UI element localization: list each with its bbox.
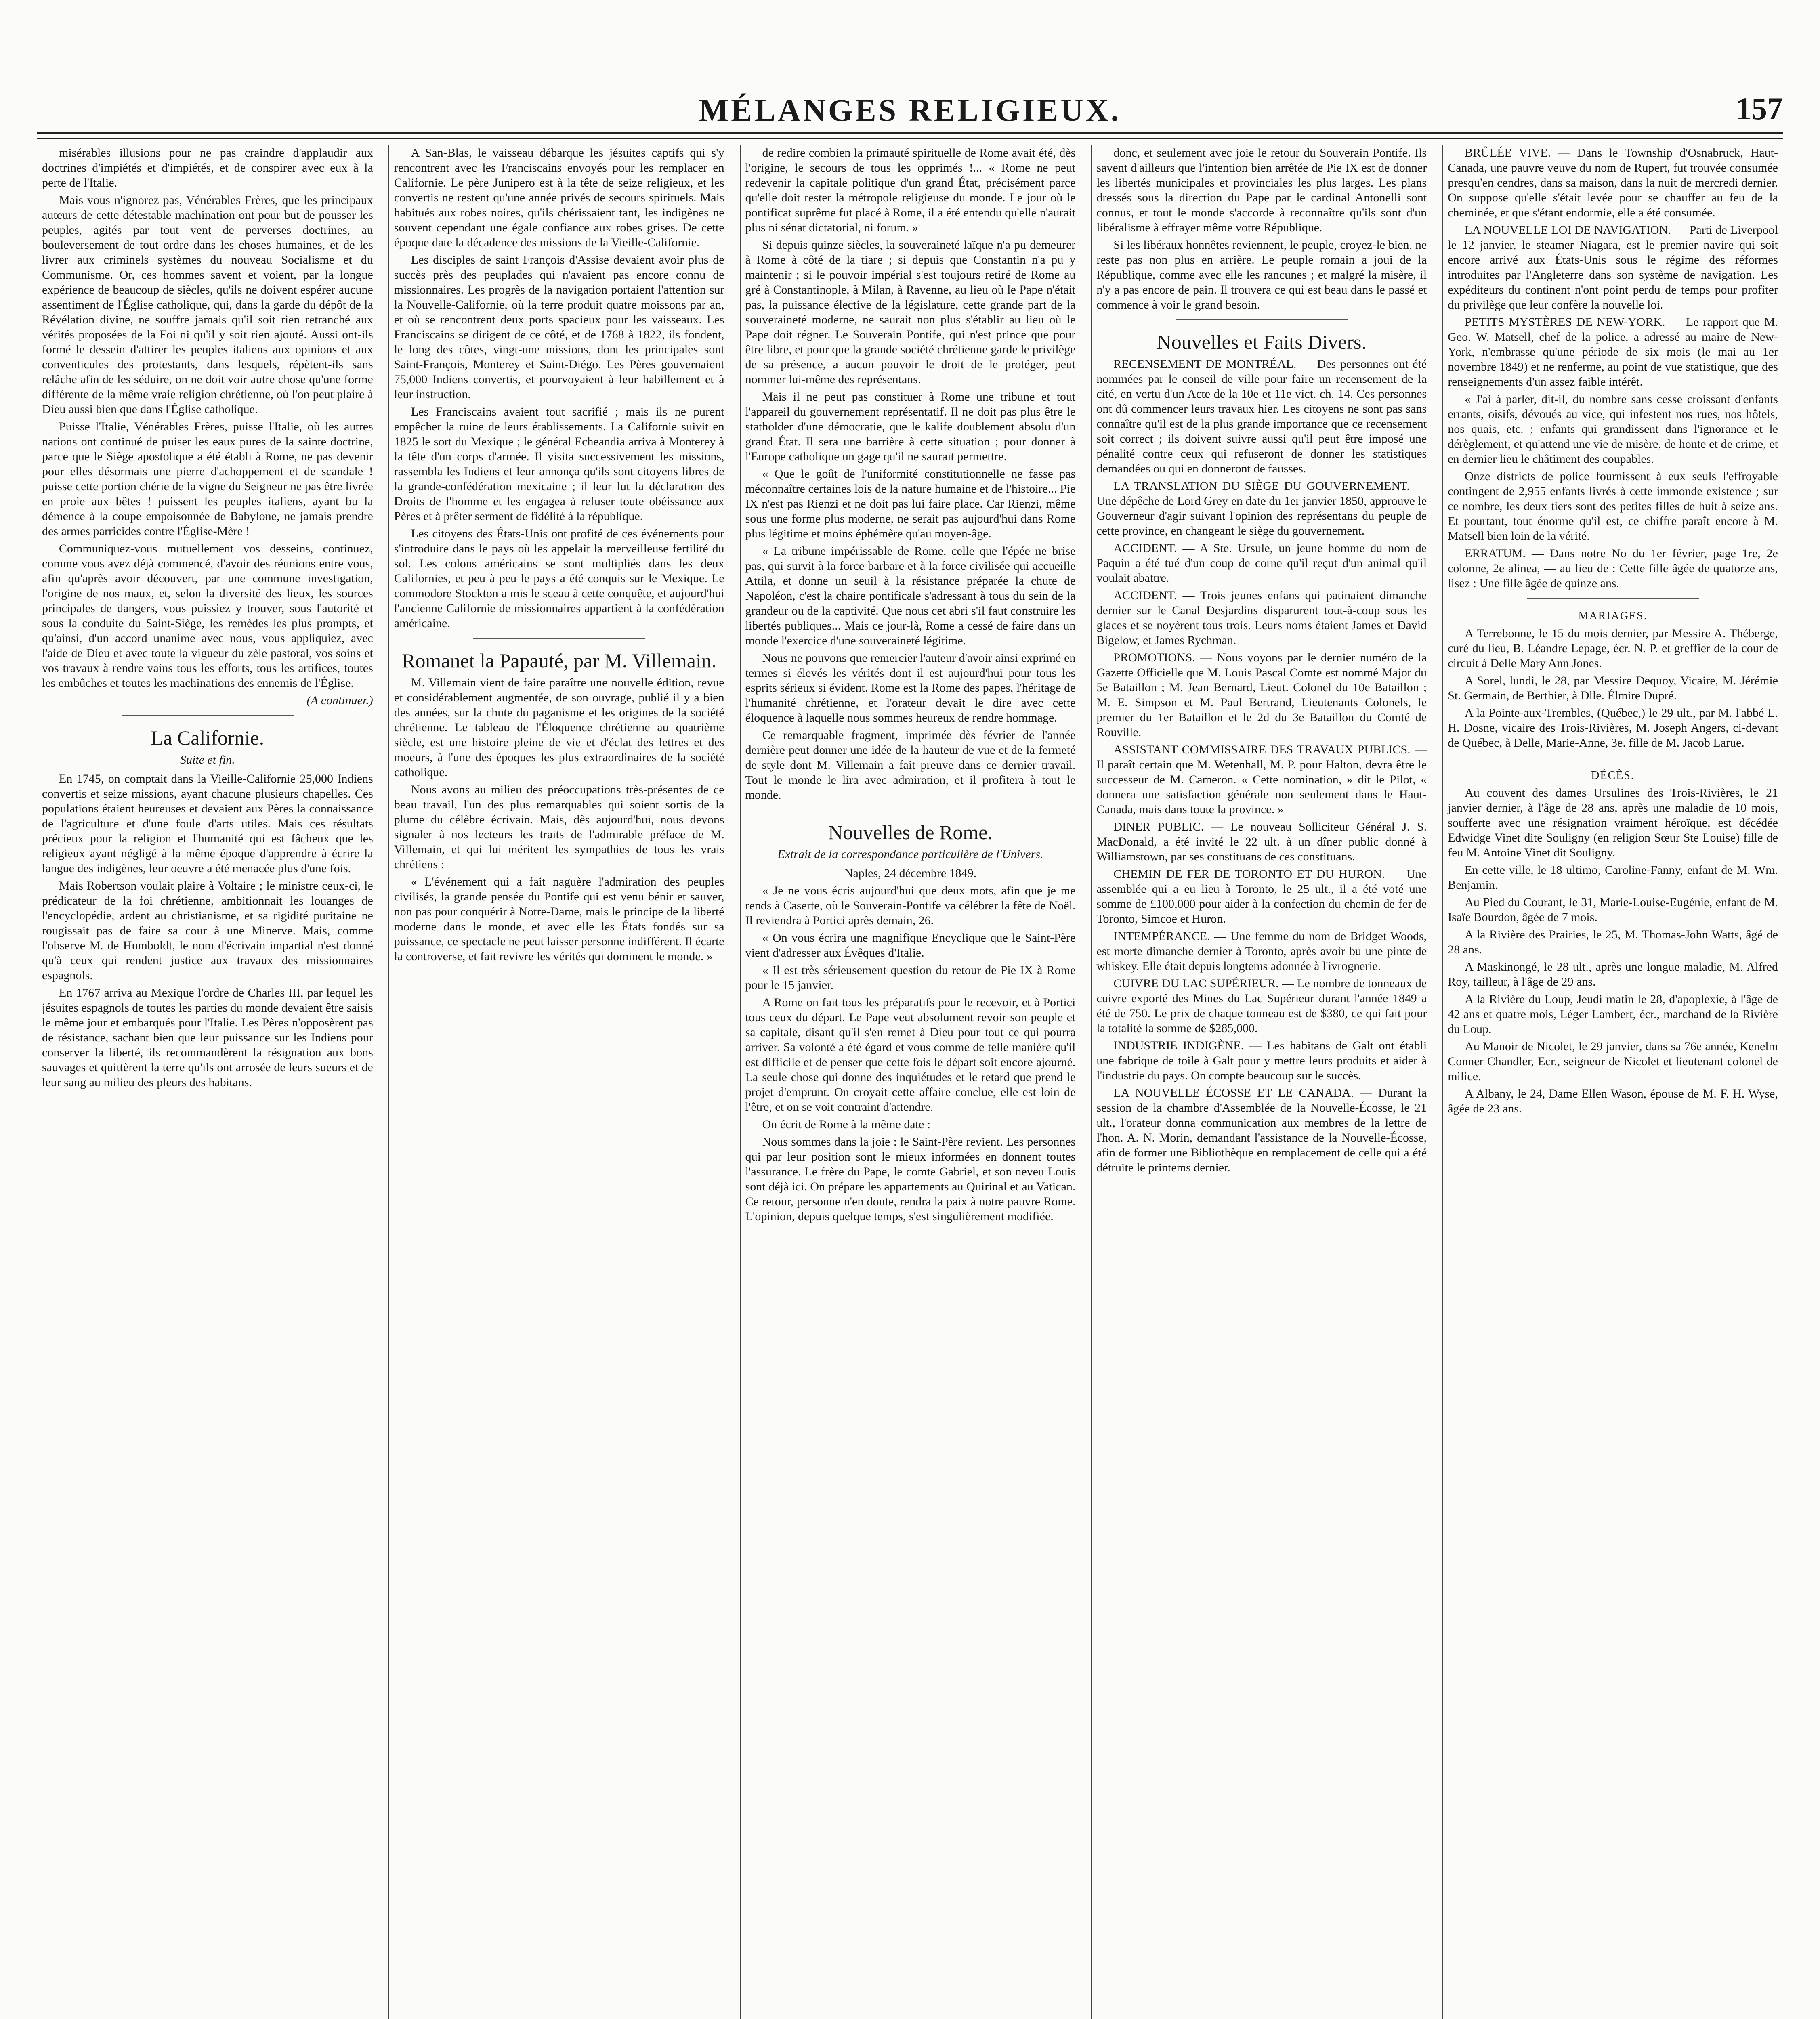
column-2 xyxy=(388,145,729,2019)
paragraph: LA NOUVELLE ÉCOSSE ET LE CANADA. — Durant la session de la chambre d'Assemblée de la Nouvelle-Écosse, le 21 ult., l'orateur donna communication aux membres de la lettre de l'hon. A. N. Morin, demandant l'assistance de la Nouvelle-Écosse, afin de former une Bibliothèque en remplacement de celle qui a été détruite le printems dernier. xyxy=(1096,1086,1427,1174)
paragraph: Onze districts de police fournissent à eux seuls l'effroyable contingent de 2,955 enfants livrés à cette immonde existence ; sur ce nombre, les deux tiers sont des petites filles de huit à seize ans. Et pourtant, tout énorme qu'il est, ce chiffre paraît encore à M. Matsell bien loin de la vérité. xyxy=(1448,470,1778,543)
paragraph: BRÛLÉE VIVE. — Dans le Township d'Osnabruck, Haut-Canada, une pauvre veuve du nom de Rupert, fut trouvée consumée presqu'en cendres, dans sa maison, dans la nuit de mercredi dernier. On suppose qu'elle s'était levée pour se chauffer au feu de la cheminée, et que s'étant endormie, elle a été consumée. xyxy=(1448,146,1778,219)
paragraph: A la Pointe-aux-Trembles, (Québec,) le 29 ult., par M. l'abbé L. H. Dosne, vicaire des Trois-Rivières, M. Joseph Angers, ci-devant de Québec, à Delle, Marie-Anne, 3e. fille de M. Jacob Larue. xyxy=(1448,706,1778,749)
paragraph: M. Villemain vient de faire paraître une nouvelle édition, revue et considérablement augmentée, de son ouvrage, publié il y a bien des années, sur la chute du paganisme et les origines de la société chrétienne. Le tableau de l'Éloquence chrétienne au quatrième siècle, est une histoire pleine de vie et d'éclat des lettres et des moeurs, à l'une des époques les plus extraordinaires de la société catholique. xyxy=(394,676,724,779)
paragraph: ERRATUM. — Dans notre No du 1er février, page 1re, 2e colonne, 2e alinea, — au lieu de : Cette fille âgée de quatorze ans, lisez : Une fille âgée de quinze ans. xyxy=(1448,547,1778,590)
paragraph: A Albany, le 24, Dame Ellen Wason, épouse de M. F. H. Wyse, âgée de 23 ans. xyxy=(1448,1087,1778,1115)
paragraph: donc, et seulement avec joie le retour du Souverain Pontife. Ils savent d'ailleurs que l'intention bien arrêtée de Pie IX est de donner les libertés municipales et provinciales les plus larges. Les plans dressés sous la direction du Pape par le cardinal Antonelli sont connus, et tout le monde s'accorde à reconnaître qu'ils sont d'un libéralisme à effrayer même votre République. xyxy=(1096,146,1427,234)
divider xyxy=(122,715,294,716)
paragraph: A Terrebonne, le 15 du mois dernier, par Messire A. Théberge, curé du lieu, B. Léandre Lepage, écr. N. P. et greffier de la cour de circuit à Delle Mary Ann Jones. xyxy=(1448,627,1778,670)
paragraph: En cette ville, le 18 ultimo, Caroline-Fanny, enfant de M. Wm. Benjamin. xyxy=(1448,863,1778,892)
paragraph: « L'événement qui a fait naguère l'admiration des peuples civilisés, la grande pensée du Pontife qui est venu bénir et sauver, non pas pour conquérir à Notre-Dame, mais le principe de la liberté moderne dans le monde, et avec elle les États fondés sur sa puissance, ce spectacle ne peut laisser personne indifférent. Il écarte la controverse, et fait revivre les vérités qui dominent le monde. » xyxy=(394,875,724,963)
section-title-californie: La Californie. xyxy=(151,726,264,749)
paragraph: ASSISTANT COMMISSAIRE DES TRAVAUX PUBLICS. — Il paraît certain que M. Wetenhall, M. P. pour Halton, devra être le successeur de M. Cameron. « Cette nomination, » dit le Pilot, « donnera une satisfaction générale non seulement dans le Haut-Canada, mais dans toute la province. » xyxy=(1096,743,1427,816)
section-subtitle: Suite et fin. xyxy=(180,753,235,766)
paragraph: En 1767 arriva au Mexique l'ordre de Charles III, par lequel les jésuites espagnols de toutes les parties du monde devaient être saisis le même jour et embarqués pour l'Italie. Les Pères n'opposèrent pas de résistance, sachant bien que leur puissance sur les Indiens pour conserver la liberté, ils recommandèrent la résignation aux bons sauvages et quittèrent la terre qu'ils ont arrosée de leurs sueurs et de leur sang au milieu des pleurs des habitans. xyxy=(42,986,373,1089)
paragraph: Au Pied du Courant, le 31, Marie-Louise-Eugénie, enfant de M. Isaïe Bourdon, âgée de 7 mois. xyxy=(1448,896,1778,924)
section-title-villemain: Romanet la Papauté, par M. Villemain. xyxy=(402,649,717,672)
paragraph: En 1745, on comptait dans la Vieille-Californie 25,000 Indiens convertis et seize missions, ayant chacune plusieurs chapelles. Ces populations étaient heureuses et devaient aux Pères la connaissance de l'agriculture et d'une foule d'arts utiles. Mais ces résultats précieux pour la religion et l'humanité qui est fâcheux que les religieux ayant négligé à la même époque d'apprendre à écrire la langue des indigènes, leur oeuvre a été menacée plus d'une fois. xyxy=(42,772,373,875)
paragraph: A Rome on fait tous les préparatifs pour le recevoir, et à Portici tous ceux du départ. Le Pape veut absolument revoir son peuple et sa capitale, disant qu'il s'en remet à Dieu pour tout ce qui pourra arriver. Sa volonté a été égard et vous comme de telle manière qu'il est difficile et de penser que cette fois le départ soit encore ajourné. La seule chose qui donne des inquiétudes et le retard que prend le projet d'emprunt. On croyait cette affaire conclue, elle est loin de l'être, et on se voit contraint d'attendre. xyxy=(745,996,1076,1114)
continuation-note: (A continuer.) xyxy=(306,694,373,707)
heading-marriages: MARIAGES. xyxy=(1578,610,1648,622)
masthead-title: MÉLANGES RELIGIEUX. xyxy=(699,92,1121,128)
page-number: 157 xyxy=(1736,91,1783,126)
paragraph: Si depuis quinze siècles, la souveraineté laïque n'a pu demeurer à Rome à côté de la tiare ; si depuis que Constantin n'a pu y maintenir ; si le pouvoir impérial s'est toujours retiré de Rome au gré à Constantinople, à Milan, à Ravenne, au lieu où le Pape n'était pas, la puissance élective de la législature, cette grande part de la souveraineté moderne, ne saurait non plus s'établir au lieu où le Pape doit régner. Le Souverain Pontife, qui n'est prince que pour être libre, et pour que la grande société chrétienne garde le privilège de sa présence, a aucun pouvoir le droit de le protéger, peut nommer lui-même des représentans. xyxy=(745,238,1076,386)
column-5 xyxy=(1442,145,1783,2019)
paragraph: « On vous écrira une magnifique Encyclique que le Saint-Père vient d'adresser aux Évêques d'Italie. xyxy=(745,931,1076,959)
paragraph: « Que le goût de l'uniformité constitutionnelle ne fasse pas méconnaître certaines lois de la nature humaine et de l'histoire... Pie IX n'est pas Rienzi et ne doit pas lui faire place. Car Rienzi, même sous une forme plus moderne, ne serait pas aujourd'hui dans Rome plus légitime et moins éphémère qu'au moyen-âge. xyxy=(745,467,1076,540)
paragraph: A la Rivière des Prairies, le 25, M. Thomas-John Watts, âgé de 28 ans. xyxy=(1448,928,1778,956)
paragraph: RECENSEMENT DE MONTRÉAL. — Des personnes ont été nommées par le conseil de ville pour faire un recensement de la cité, en vertu d'un Acte de la 10e et 11e vict. ch. 14. Ces personnes ont dû commencer leurs travaux hier. Les citoyens ne sont pas sans connaître qu'il est de la plus grande importance que ce recensement soit correct ; ils doivent suivre aussi qu'il peut être imposé une pénalité contre ceux qui refuseront de donner les statistiques demandées ou qui en donneront de fausses. xyxy=(1096,357,1427,475)
paragraph: Ce remarquable fragment, imprimée dès février de l'année dernière peut donner une idée de la hauteur de vue et de la fermeté de style dont M. Villemain a fait preuve dans ce dernier travail. Tout le monde le lira avec admiration, et il profitera à tout le monde. xyxy=(745,728,1076,802)
paragraph: « Il est très sérieusement question du retour de Pie IX à Rome pour le 15 janvier. xyxy=(745,963,1076,992)
section-subtitle: Extrait de la correspondance particulière de l'Univers. xyxy=(777,848,1043,861)
paragraph: INDUSTRIE INDIGÈNE. — Les habitans de Galt ont établi une fabrique de toile à Galt pour y mettre leurs produits et aider à l'industrie du pays. On compte beaucoup sur le succès. xyxy=(1096,1039,1427,1082)
masthead-rule xyxy=(37,132,1783,139)
divider xyxy=(1176,319,1348,320)
masthead xyxy=(37,85,1783,137)
paragraph: CHEMIN DE FER DE TORONTO ET DU HURON. — Une assemblée qui a eu lieu à Toronto, le 25 ult., il a été voté une somme de £100,000 pour aider à la confection du chemin de fer de Toronto, Simcoe et Huron. xyxy=(1096,867,1427,926)
section-title-faits-divers: Nouvelles et Faits Divers. xyxy=(1157,331,1367,353)
paragraph: CUIVRE DU LAC SUPÉRIEUR. — Le nombre de tonneaux de cuivre exporté des Mines du Lac Supérieur durant l'année 1849 a été de 750. Le prix de chaque tonneau est de $380, ce qui fait pour la totalité la somme de $285,000. xyxy=(1096,977,1427,1035)
paragraph: Mais il ne peut pas constituer à Rome une tribune et tout l'appareil du gouvernement représentatif. Il ne doit pas plus être le statholder d'une démocratie, que le kalife doublement absolu d'un grand État. Il sera une barrière à cette situation ; pour donner à l'Europe catholique un gage qu'il ne saurait permettre. xyxy=(745,390,1076,463)
paragraph: « J'ai à parler, dit-il, du nombre sans cesse croissant d'enfants errants, oisifs, dévoués au vice, qui infestent nos rues, nos hôtels, nos quais, etc. ; enfants qui grandissent dans l'ignorance et le dérèglement, et qu'attend une vie de misère, de honte et de crime, et en dernier lieu le châtiment des coupables. xyxy=(1448,392,1778,466)
paragraph: LA TRANSLATION DU SIÈGE DU GOUVERNEMENT. — Une dépêche de Lord Grey en date du 1er janvier 1850, approuve le Gouverneur d'agir suivant l'opinion des représentans du peuple de cette province, en changeant le siège du gouvernement. xyxy=(1096,479,1427,537)
paragraph: de redire combien la primauté spirituelle de Rome avait été, dès l'origine, le secours de tous les opprimés !... « Rome ne peut redevenir la capitale politique d'un grand État, précisément parce qu'elle doit rester la métropole religieuse du monde. Le jour où le pontificat suprême fut placé à Rome, il a été entendu qu'elle n'aurait plus ni sénat dictatorial, ni forum. » xyxy=(745,146,1076,234)
paragraph: Les disciples de saint François d'Assise devaient avoir plus de succès près des peuplades qui n'avaient pas encore connu de missionnaires. Les progrès de la navigation portaient l'attention sur la Nouvelle-Californie, où la terre produit quatre moissons par an, et où se rencontrent deux ports spacieux pour les vaisseaux. Les Franciscains se dirigent de ce côté, et de 1768 à 1822, ils fondent, le long des côtes, vingt-une missions, dont les principales sont Saint-François, Monterey et Saint-Diégo. Les Pères gouvernaient 75,000 Indiens convertis, et pourvoyaient à leur habillement et à leur instruction. xyxy=(394,253,724,401)
paragraph: PETITS MYSTÈRES DE NEW-YORK. — Le rapport que M. Geo. W. Matsell, chef de la police, a adressé au maire de New-York, n'embrasse qu'une période de six mois (le mai au 1er novembre 1849) et ne renferme, au point de vue statistique, que des renseignements d'un assez faible intérêt. xyxy=(1448,315,1778,388)
paragraph: Puisse l'Italie, Vénérables Frères, puisse l'Italie, où les autres nations ont continué de puiser les eaux pures de la sainte doctrine, parce que le Siège apostolique a été établi à Rome, ne pas devenir pour elles désormais une pierre d'achoppement et de scandale ! puisse cette portion chérie de la vigne du Seigneur ne pas être livrée en proie aux bêtes ! puissent les peuples italiens, ayant bu la démence à la coupe empoisonnée de Babylone, ne jamais prendre des armes parricides contre l'Église-Mère ! xyxy=(42,420,373,538)
column-4 xyxy=(1091,145,1432,2019)
paragraph: Les citoyens des États-Unis ont profité de ces événements pour s'introduire dans le pays où les appelait la merveilleuse fertilité du sol. Les colons américains se sont multipliés dans les deux Californies, et peu à peu le pays a été conquis sur le Mexique. Le commodore Stockton a mis le sceau à cette conquête, et aujourd'hui l'ancienne Californie de missionnaires appartient à la confédération américaine. xyxy=(394,527,724,630)
column-1 xyxy=(37,145,378,2019)
paragraph: ACCIDENT. — A Ste. Ursule, un jeune homme du nom de Paquin a été tué d'un coup de corne qu'il reçut d'un animal qu'il voulait abattre. xyxy=(1096,541,1427,585)
paragraph: Mais vous n'ignorez pas, Vénérables Frères, que les principaux auteurs de cette détestable machination ont pour but de pousser les peuples, agités par tout vent de perverses doctrines, au bouleversement de tout ordre dans les choses humaines, et de les livrer aux criminels systèmes du nouveau Socialisme et du Communisme. Or, ces hommes savent et voient, par la longue expérience de beaucoup de siècles, qu'ils ne doivent espérer aucune assentiment de l'Église catholique, qui, dans la garde du dépôt de la Révélation divine, ne souffre jamais qu'il soit rien retranché aux vérités proposées de la Foi ni qu'il y soit rien ajouté. Aussi ont-ils formé le dessein d'attirer les peuples italiens aux opinions et aux conventicules des protestants, dans lesquels, répètent-ils sans relâche afin de les séduire, on ne doit voir autre chose qu'une forme différente de la même vraie religion chrétienne, où l'on peut plaire à Dieu aussi bien que dans l'Église catholique. xyxy=(42,193,373,416)
paragraph: Nous ne pouvons que remercier l'auteur d'avoir ainsi exprimé en termes si élevés les vérités dont il est aujourd'hui pour tous les esprits sérieux si évident. Rome est la Rome des papes, l'héritage de l'humanité chrétienne, et l'orateur devait le dire avec cette éloquence à laquelle nous sommes heureux de rendre hommage. xyxy=(745,651,1076,724)
paragraph: PROMOTIONS. — Nous voyons par le dernier numéro de la Gazette Officielle que M. Louis Pascal Comte est nommé Major du 5e Bataillon ; M. Jean Bernard, Lieut. Colonel du 10e Bataillon ; M. E. Simpson et M. Paul Bertrand, Lieutenants Colonels, le premier du 1er Bataillon et le 2d du 3e Bataillon du Comté de Rouville. xyxy=(1096,651,1427,739)
paragraph: Les Franciscains avaient tout sacrifié ; mais ils ne purent empêcher la ruine de leurs établissements. La Californie suivit en 1825 le sort du Mexique ; le général Echeandia arriva à Monterey à la tête d'un corps d'armée. Il visita successivement les missions, rassembla les Indiens et leur annonça qu'ils sont citoyens libres de la grande-confédération mexicaine ; il leur lut la déclaration des Droits de l'homme et les engagea à refuser toute obéissance aux Pères et à prêter serment de fidélité à la république. xyxy=(394,405,724,523)
paragraph: A la Rivière du Loup, Jeudi matin le 28, d'apoplexie, à l'âge de 42 ans et quatre mois, Léger Lambert, écr., marchand de la Rivière du Loup. xyxy=(1448,993,1778,1036)
paragraph: « La tribune impérissable de Rome, celle que l'épée ne brise pas, qui survit à la force barbare et à la force civilisée qui accueille Attila, et donne un seuil à la résistance préparée la chute de Napoléon, c'est la chaire pontificale s'adressant à tous du sein de la grandeur ou de la captivité. Que nous cet abri s'il faut construire les libertés publiques... Mais ce jour-là, Rome a cessé de faire dans un monde l'exercice d'une souveraineté légitime. xyxy=(745,544,1076,647)
paragraph: A Maskinongé, le 28 ult., après une longue maladie, M. Alfred Roy, tailleur, à l'âge de 29 ans. xyxy=(1448,960,1778,989)
column-3 xyxy=(740,145,1081,2019)
paragraph: Nous avons au milieu des préoccupations très-présentes de ce beau travail, l'un des plus remarquables qui soient sortis de la plume du célèbre écrivain. Mais, dès aujourd'hui, nous devons signaler à nos lecteurs les traits de l'admirable préface de M. Villemain, et qui lui méritent les sympathies de tous les vrais chrétiens : xyxy=(394,783,724,871)
dateline: Naples, 24 décembre 1849. xyxy=(844,867,977,880)
paragraph: Au Manoir de Nicolet, le 29 janvier, dans sa 76e année, Kenelm Conner Chandler, Ecr., seigneur de Nicolet et lieutenant colonel de milice. xyxy=(1448,1040,1778,1083)
paragraph: Nous sommes dans la joie : le Saint-Père revient. Les personnes qui par leur position sont le mieux informées en donnent toutes l'assurance. Le frère du Pape, le comte Gabriel, et son neveu Louis sont déjà ici. On prépare les appartements au Quirinal et au Vatican. Ce retour, personne n'en doute, rendra la paix à notre pauvre Rome. L'opinion, depuis quelque temps, s'est singulièrement modifiée. xyxy=(745,1135,1076,1223)
columns xyxy=(37,145,1783,2019)
paragraph: Communiquez-vous mutuellement vos desseins, continuez, comme vous avez déjà commencé, d'avoir des réunions entre vous, afin qu'après avoir découvert, par une commune investigation, l'origine de nos maux, et, selon la diversité des lieux, les sources principales de dangers, vous puissiez y trouver, sous l'autorité et sous la conduite du Saint-Siège, les remèdes les plus prompts, et qu'ainsi, d'un accord unanime avec nous, vous appliquiez, avec l'aide de Dieu et avec toute la vigueur du zèle pastoral, vos soins et vos travaux à rendre vains tous les efforts, tous les artifices, toutes les embûches et toutes les machinations des ennemis de l'Église. xyxy=(42,542,373,690)
paragraph: Mais Robertson voulait plaire à Voltaire ; le ministre ceux-ci, le prédicateur de la foi chrétienne, ambitionnait les louanges de l'encyclopédie, ardent au christianisme, et sa rigidité puritaine ne rougissait pas de faire sa cour à une Minerve. Mais, comme l'observe M. de Humboldt, le nom d'écrivain impartial n'est donné qu'à ceux qui rendent justice aux travaux des missionnaires espagnols. xyxy=(42,879,373,982)
paragraph: Au couvent des dames Ursulines des Trois-Rivières, le 21 janvier dernier, à l'âge de 28 ans, après une maladie de 10 mois, soufferte avec une résignation vraiment héroïque, est décédée Edwidge Vinet dite Souligny (en religion Sœur Ste Louise) fille de feu M. Antoine Vinet dit Souligny. xyxy=(1448,786,1778,859)
section-title-rome: Nouvelles de Rome. xyxy=(828,821,993,844)
paragraph: On écrit de Rome à la même date : xyxy=(762,1118,931,1131)
paragraph: « Je ne vous écris aujourd'hui que deux mots, afin que je me rends à Caserte, où le Souverain-Pontife va célébrer la fête de Noël. Il reviendra à Portici après demain, 26. xyxy=(745,884,1076,927)
paragraph: DINER PUBLIC. — Le nouveau Solliciteur Général J. S. MacDonald, a été invité le 22 ult. à un dîner public donné à Williamstown, par ses constituans de ces constituans. xyxy=(1096,820,1427,863)
heading-deaths: DÉCÈS. xyxy=(1591,769,1635,782)
divider xyxy=(1527,598,1698,599)
paragraph: ACCIDENT. — Trois jeunes enfans qui patinaient dimanche dernier sur le Canal Desjardins disparurent tout-à-coup sous les glaces et se noyèrent tous trois. Leurs noms étaient James et David Bigelow, et James Rychman. xyxy=(1096,589,1427,647)
paragraph: INTEMPÉRANCE. — Une femme du nom de Bridget Woods, est morte dimanche dernier à Toronto, après avoir bu une pinte de whiskey. Elle était depuis longtems adonnée à l'ivrognerie. xyxy=(1096,930,1427,973)
paragraph: A San-Blas, le vaisseau débarque les jésuites captifs qui s'y rencontrent avec les Franciscains envoyés pour les remplacer en Californie. Le père Junipero est à la tête de seize religieux, et les convertis ne restent qu'une année privés de secours spirituels. Mais habitués aux robes noires, qu'ils chérissaient tant, les indigènes ne souvent cependant une égale confiance aux robes grises. De cette époque date la décadence des missions de la Vieille-Californie. xyxy=(394,146,724,249)
paragraph: A Sorel, lundi, le 28, par Messire Dequoy, Vicaire, M. Jérémie St. Germain, de Berthier, à Dlle. Élmire Dupré. xyxy=(1448,674,1778,702)
divider xyxy=(473,638,645,639)
paragraph: Si les libéraux honnêtes reviennent, le peuple, croyez-le bien, ne reste pas non plus en arrière. Le peuple romain a joui de la République, comme avec elle les rancunes ; et malgré la misère, il n'y a pas encore de pain. Il trouvera ce qui est beau dans le passé et commence à voir le grand besoin. xyxy=(1096,238,1427,311)
paragraph: misérables illusions pour ne pas craindre d'applaudir aux doctrines d'impiétés et d'impiétés, et de conspirer avec eux à la perte de l'Italie. xyxy=(42,146,373,189)
paragraph: LA NOUVELLE LOI DE NAVIGATION. — Parti de Liverpool le 12 janvier, le steamer Niagara, est le premier navire qui soit encore arrivé aux États-Unis sous le régime des réformes introduites par l'Angleterre dans son système de navigation. Les expéditeurs du continent n'ont point perdu de temps pour profiter du privilège que leur confère la nouvelle loi. xyxy=(1448,223,1778,311)
